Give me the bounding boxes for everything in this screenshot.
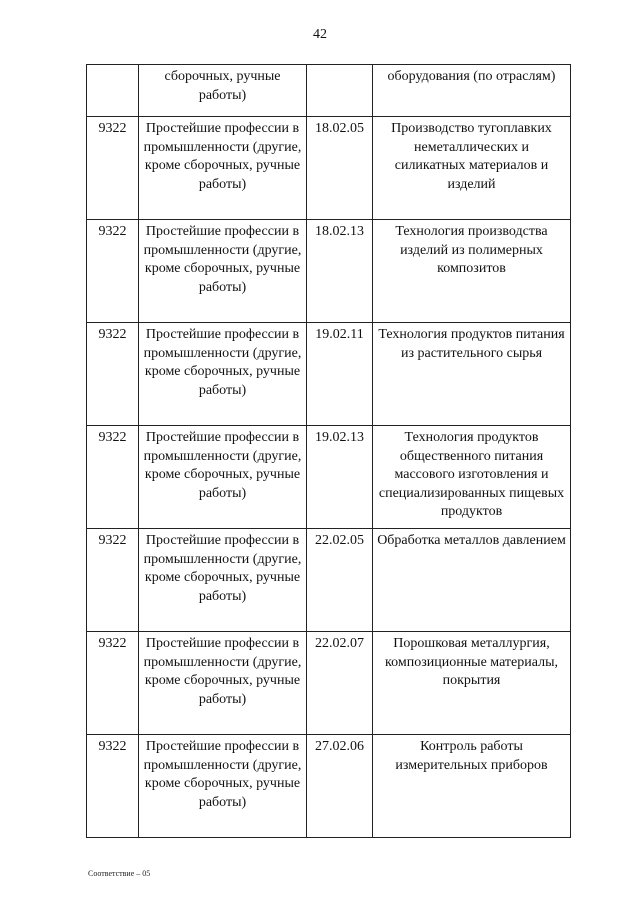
footer-note: Соответствие – 05 — [88, 869, 151, 878]
table-row — [87, 426, 571, 529]
specialty-code-cell: 18.02.13 — [307, 220, 373, 323]
specialty-code-cell: 27.02.06 — [307, 735, 373, 838]
table-row — [87, 117, 571, 220]
profession-cell: Простейшие профессии в промышленности (другие, кроме сборочных, ручные работы) — [139, 735, 307, 838]
occupation-code-cell: 9322 — [87, 529, 139, 632]
profession-cell: Простейшие профессии в промышленности (другие, кроме сборочных, ручные работы) — [139, 632, 307, 735]
specialty-code-cell — [307, 65, 373, 117]
specialty-name-cell: Обработка металлов давлением — [373, 529, 571, 632]
occupation-code-cell: 9322 — [87, 323, 139, 426]
profession-cell: Простейшие профессии в промышленности (другие, кроме сборочных, ручные работы) — [139, 426, 307, 529]
specialty-code-cell: 19.02.13 — [307, 426, 373, 529]
specialty-code-cell: 18.02.05 — [307, 117, 373, 220]
specialty-name-cell: Технология продуктов общественного питания массового изготовления и специализированных пищевых продуктов — [373, 426, 571, 529]
occupation-code-cell — [87, 65, 139, 117]
table-row — [87, 735, 571, 838]
profession-specialty-table — [86, 64, 571, 838]
occupation-code-cell: 9322 — [87, 220, 139, 323]
profession-cell: Простейшие профессии в промышленности (другие, кроме сборочных, ручные работы) — [139, 117, 307, 220]
page-number: 42 — [313, 27, 327, 42]
profession-cell: Простейшие профессии в промышленности (другие, кроме сборочных, ручные работы) — [139, 323, 307, 426]
table-row — [87, 529, 571, 632]
specialty-code-cell: 22.02.07 — [307, 632, 373, 735]
specialty-name-cell: Порошковая металлургия, композиционные материалы, покрытия — [373, 632, 571, 735]
specialty-name-cell: Технология продуктов питания из растительного сырья — [373, 323, 571, 426]
specialty-name-cell: оборудования (по отраслям) — [373, 65, 571, 117]
occupation-code-cell: 9322 — [87, 426, 139, 529]
specialty-code-cell: 19.02.11 — [307, 323, 373, 426]
occupation-code-cell: 9322 — [87, 117, 139, 220]
occupation-code-cell: 9322 — [87, 632, 139, 735]
profession-cell: Простейшие профессии в промышленности (другие, кроме сборочных, ручные работы) — [139, 529, 307, 632]
table-row — [87, 323, 571, 426]
specialty-name-cell: Технология производства изделий из полимерных композитов — [373, 220, 571, 323]
table-row-continued — [87, 65, 571, 117]
table-row — [87, 220, 571, 323]
specialty-name-cell: Производство тугоплавких неметаллических и силикатных материалов и изделий — [373, 117, 571, 220]
specialty-code-cell: 22.02.05 — [307, 529, 373, 632]
occupation-code-cell: 9322 — [87, 735, 139, 838]
profession-cell: Простейшие профессии в промышленности (другие, кроме сборочных, ручные работы) — [139, 220, 307, 323]
profession-cell: сборочных, ручные работы) — [139, 65, 307, 117]
specialty-name-cell: Контроль работы измерительных приборов — [373, 735, 571, 838]
table-row — [87, 632, 571, 735]
